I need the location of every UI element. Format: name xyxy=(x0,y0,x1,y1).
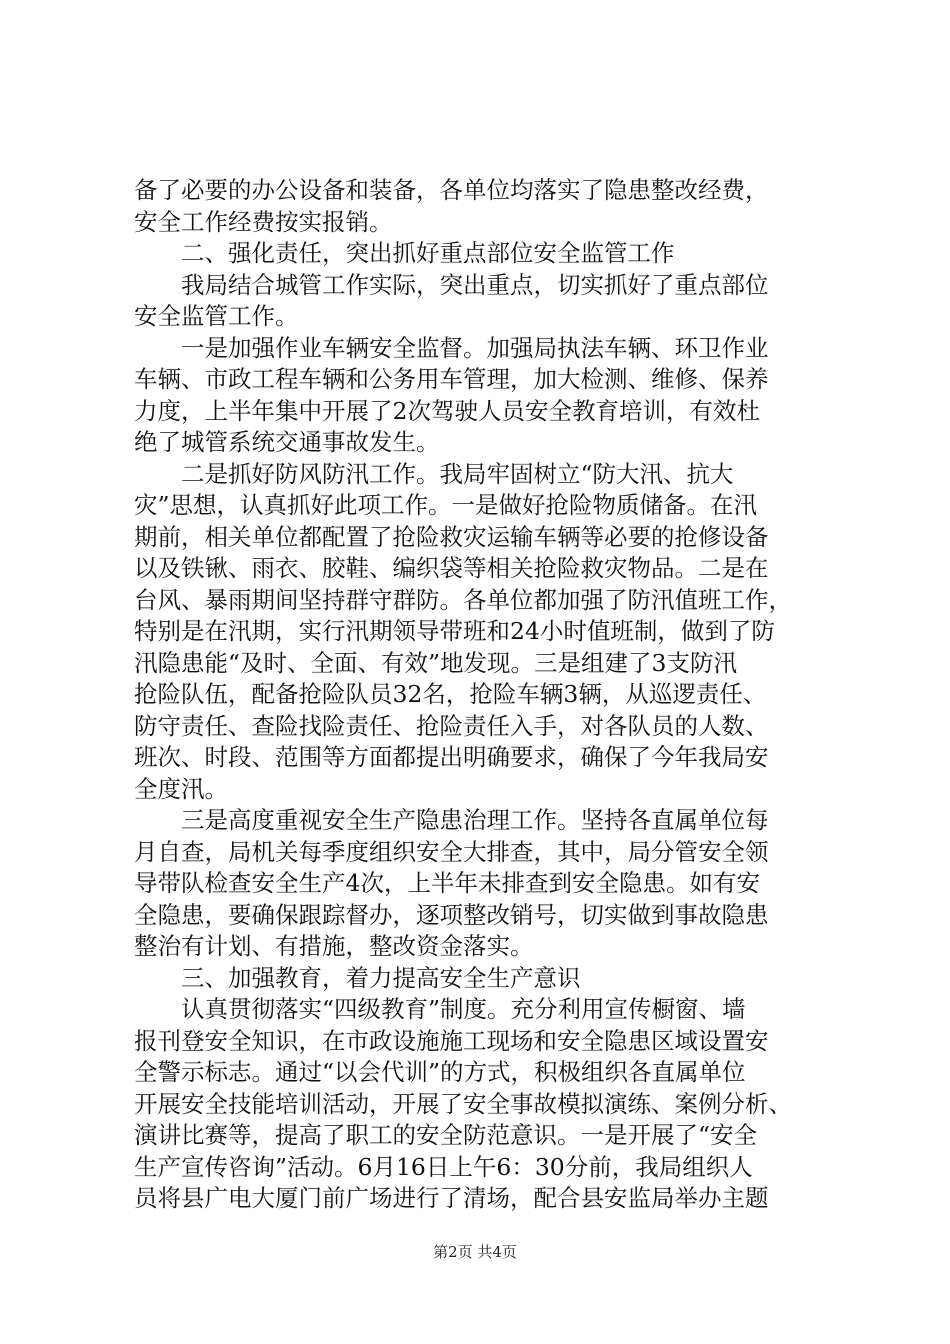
text-line: 整治有计划、有措施，整改资金落实。 xyxy=(134,932,534,960)
section-heading: 二、强化责任，突出抓好重点部位安全监管工作 xyxy=(134,239,675,267)
text-line: 备了必要的办公设备和装备，各单位均落实了隐患整改经费， xyxy=(134,176,769,204)
text-line: 全警示标志。通过“以会代训”的方式，积极组织各直属单位 xyxy=(134,1058,746,1086)
page-footer xyxy=(0,1241,950,1262)
text-line: 特别是在汛期，实行汛期领导带班和24小时值班制，做到了防 xyxy=(134,617,775,645)
text-line: 认真贯彻落实“四级教育”制度。充分利用宣传橱窗、墙 xyxy=(134,995,746,1023)
text-line: 三是高度重视安全生产隐患治理工作。坚持各直属单位每 xyxy=(134,806,769,834)
section-heading: 三、加强教育，着力提高安全生产意识 xyxy=(134,963,581,992)
text-line: 二是抓好防风防汛工作。我局牢固树立“防大汛、抗大 xyxy=(134,459,734,488)
text-line: 演讲比赛等，提高了职工的安全防范意识。一是开展了“安全 xyxy=(134,1121,758,1149)
text-line: 全度汛。 xyxy=(134,774,228,803)
text-line: 员将县广电大厦门前广场进行了清场，配合县安监局举办主题 xyxy=(134,1184,769,1212)
text-line: 抢险队伍，配备抢险队员32名，抢险车辆3辆，从巡逻责任、 xyxy=(134,680,767,708)
text-line: 安全监管工作。 xyxy=(134,302,299,330)
text-line: 我局结合城管工作实际，突出重点，切实抓好了重点部位 xyxy=(134,270,769,299)
text-line: 车辆、市政工程车辆和公务用车管理，加大检测、维修、保养 xyxy=(134,365,769,393)
text-line: 防守责任、查险找险责任、抢险责任入手，对各队员的人数、 xyxy=(134,711,769,740)
text-line: 台风、暴雨期间坚持群守群防。各单位都加强了防汛值班工作， xyxy=(134,585,792,614)
text-line: 班次、时段、范围等方面都提出明确要求，确保了今年我局安 xyxy=(134,743,769,771)
text-line: 安全工作经费按实报销。 xyxy=(134,207,393,236)
text-line: 力度，上半年集中开展了2次驾驶人员安全教育培训，有效杜 xyxy=(134,396,760,425)
text-line: 全隐患，要确保跟踪督办，逐项整改销号，切实做到事故隐患 xyxy=(134,900,769,929)
text-line: 汛隐患能“及时、全面、有效”地发现。三是组建了3支防汛 xyxy=(134,648,737,677)
text-line: 灾”思想，认真抓好此项工作。一是做好抢险物质储备。在汛 xyxy=(134,491,758,519)
document-body xyxy=(134,175,834,1215)
text-line: 导带队检查安全生产4次，上半年未排查到安全隐患。如有安 xyxy=(134,869,760,897)
text-line: 开展安全技能培训活动，开展了安全事故模拟演练、案例分析、 xyxy=(134,1089,792,1118)
text-line: 月自查，局机关每季度组织安全大排查，其中，局分管安全领 xyxy=(134,837,769,866)
text-line: 以及铁锹、雨衣、胶鞋、编织袋等相关抢险救灾物品。二是在 xyxy=(134,554,769,582)
page-number: 第2页 共4页 xyxy=(433,1243,517,1261)
text-line: 生产宣传咨询”活动。6月16日上午6：30分前，我局组织人 xyxy=(134,1152,753,1181)
text-line: 期前，相关单位都配置了抢险救灾运输车辆等必要的抢修设备 xyxy=(134,522,769,551)
text-line: 一是加强作业车辆安全监督。加强局执法车辆、环卫作业 xyxy=(134,333,769,362)
text-line: 报刊登安全知识，在市政设施施工现场和安全隐患区域设置安 xyxy=(134,1026,769,1055)
text-line: 绝了城管系统交通事故发生。 xyxy=(134,428,440,456)
